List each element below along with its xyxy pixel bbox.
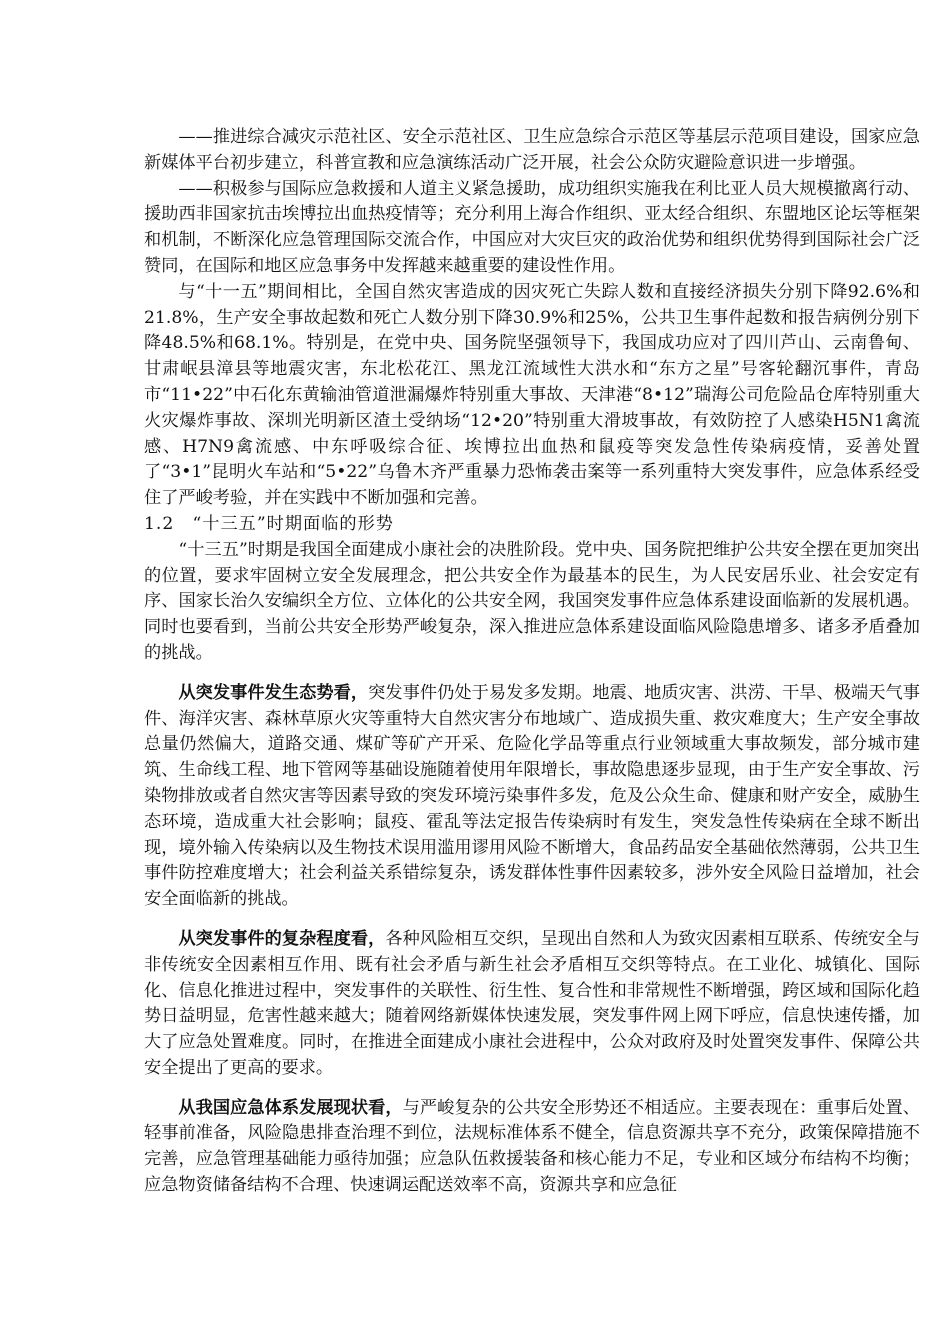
paragraph-community-demo: ——推进综合减灾示范社区、安全示范社区、卫生应急综合示范区等基层示范项目建设，国家应急新媒体平台初步建立，科普宣教和应急演练活动广泛开展，社会公众防灾避险意识进一步增强。 <box>144 127 920 173</box>
paragraph-event-trend <box>144 681 920 913</box>
paragraph-lead-trend: 从突发事件发生态势看， <box>178 682 369 703</box>
paragraph-international-aid: ——积极参与国际应急救援和人道主义紧急援助，成功组织实施我在利比亚人员大规模撤离行动、援助西非国家抗击埃博拉出血热疫情等；充分利用上海合作组织、亚太经合组织、东盟地区论坛等框架和机制，不断深化应急管理国际交流合作，中国应对大灾巨灾的政治优势和组织优势得到国际社会广泛赞同，在国际和地区应急事务中发挥越来越重要的建设性作用。 <box>144 178 920 276</box>
paragraph-statistics: 与“十一五”期间相比，全国自然灾害造成的因灾死亡失踪人数和直接经济损失分别下降92.6%和21.8%，生产安全事故起数和死亡人数分别下降30.9%和25%，公共卫生事件起数和报告病例分别下降48.5%和68.1%。特别是，在党中央、国务院坚强领导下，我国成功应对了四川芦山、云南鲁甸、甘肃岷县漳县等地震灾害，东北松花江、黑龙江流域性大洪水和“东方之星”号客轮翻沉事件，青岛市“11•22”中石化东黄输油管道泄漏爆炸特别重大事故、天津港“8•12”瑞海公司危险品仓库特别重大火灾爆炸事故、深圳光明新区渣土受纳场“12•20”特别重大滑坡事故，有效防控了人感染H5N1禽流感、H7N9禽流感、中东呼吸综合征、埃博拉出血热和鼠疫等突发急性传染病疫情，妥善处置了“3•1”昆明火车站和“5•22”乌鲁木齐严重暴力恐怖袭击案等一系列重特大突发事件，应急体系经受住了严峻考验，并在实践中不断加强和完善。 <box>144 281 920 509</box>
section-heading: 1.2 “十三五”时期面临的形势 <box>144 513 394 534</box>
paragraph-event-complexity <box>144 927 920 1082</box>
paragraph-body-complexity: 各种风险相互交织，呈现出自然和人为致灾因素相互联系、传统安全与非传统安全因素相互作用、既有社会矛盾与新生社会矛盾相互交织等特点。在工业化、城镇化、国际化、信息化推进过程中，突发事件的关联性、衍生性、复合性和非常规性不断增强，跨区域和国际化趋势日益明显，危害性越来越大；随着网络新媒体快速发展，突发事件网上网下呼应，信息快速传播，加大了应急处置难度。同时，在推进全面建成小康社会进程中，公众对政府及时处置突发事件、保障公共安全提出了更高的要求。 <box>144 928 920 1078</box>
paragraph-new-period: “十三五”时期是我国全面建成小康社会的决胜阶段。党中央、国务院把维护公共安全摆在更加突出的位置，要求牢固树立安全发展理念，把公共安全作为最基本的民生，为人民安居乐业、社会安定有序、国家长治久安编织全方位、立体化的公共安全网，我国突发事件应急体系建设面临新的发展机遇。同时也要看到，当前公共安全形势严峻复杂，深入推进应急体系建设面临风险隐患增多、诸多矛盾叠加的挑战。 <box>144 539 920 663</box>
paragraph-body-trend: 突发事件仍处于易发多发期。地震、地质灾害、洪涝、干旱、极端天气事件、海洋灾害、森林草原火灾等重特大自然灾害分布地域广、造成损失重、救灾难度大；生产安全事故总量仍然偏大，道路交通、煤矿等矿产开采、危险化学品等重点行业领域重大事故频发，部分城市建筑、生命线工程、地下管网等基础设施随着使用年限增长，事故隐患逐步显现，由于生产安全事故、污染物排放或者自然灾害等因素导致的突发环境污染事件多发，危及公众生命、健康和财产安全，威胁生态环境，造成重大社会影响；鼠疫、霍乱等法定报告传染病时有发生，突发急性传染病在全球不断出现，境外输入传染病以及生物技术误用滥用谬用风险不断增大，食品药品安全基础依然薄弱，公共卫生事件防控难度增大；社会利益关系错综复杂，诱发群体性事件因素较多，涉外安全风险日益增加，社会安全面临新的挑战。 <box>144 682 920 910</box>
paragraph-body-status: 与严峻复杂的公共安全形势还不相适应。主要表现在：重事后处置、轻事前准备，风险隐患排查治理不到位，法规标准体系不健全，信息资源共享不充分，政策保障措施不完善，应急管理基础能力亟待加强；应急队伍救援装备和核心能力不足，专业和区域分布结构不均衡；应急物资储备结构不合理、快速调运配送效率不高，资源共享和应急征 <box>144 1097 920 1196</box>
paragraph-system-status <box>144 1096 920 1199</box>
document-page <box>144 125 920 1199</box>
paragraph-lead-complexity: 从突发事件的复杂程度看， <box>178 928 386 949</box>
paragraph-lead-status: 从我国应急体系发展现状看， <box>178 1097 403 1118</box>
